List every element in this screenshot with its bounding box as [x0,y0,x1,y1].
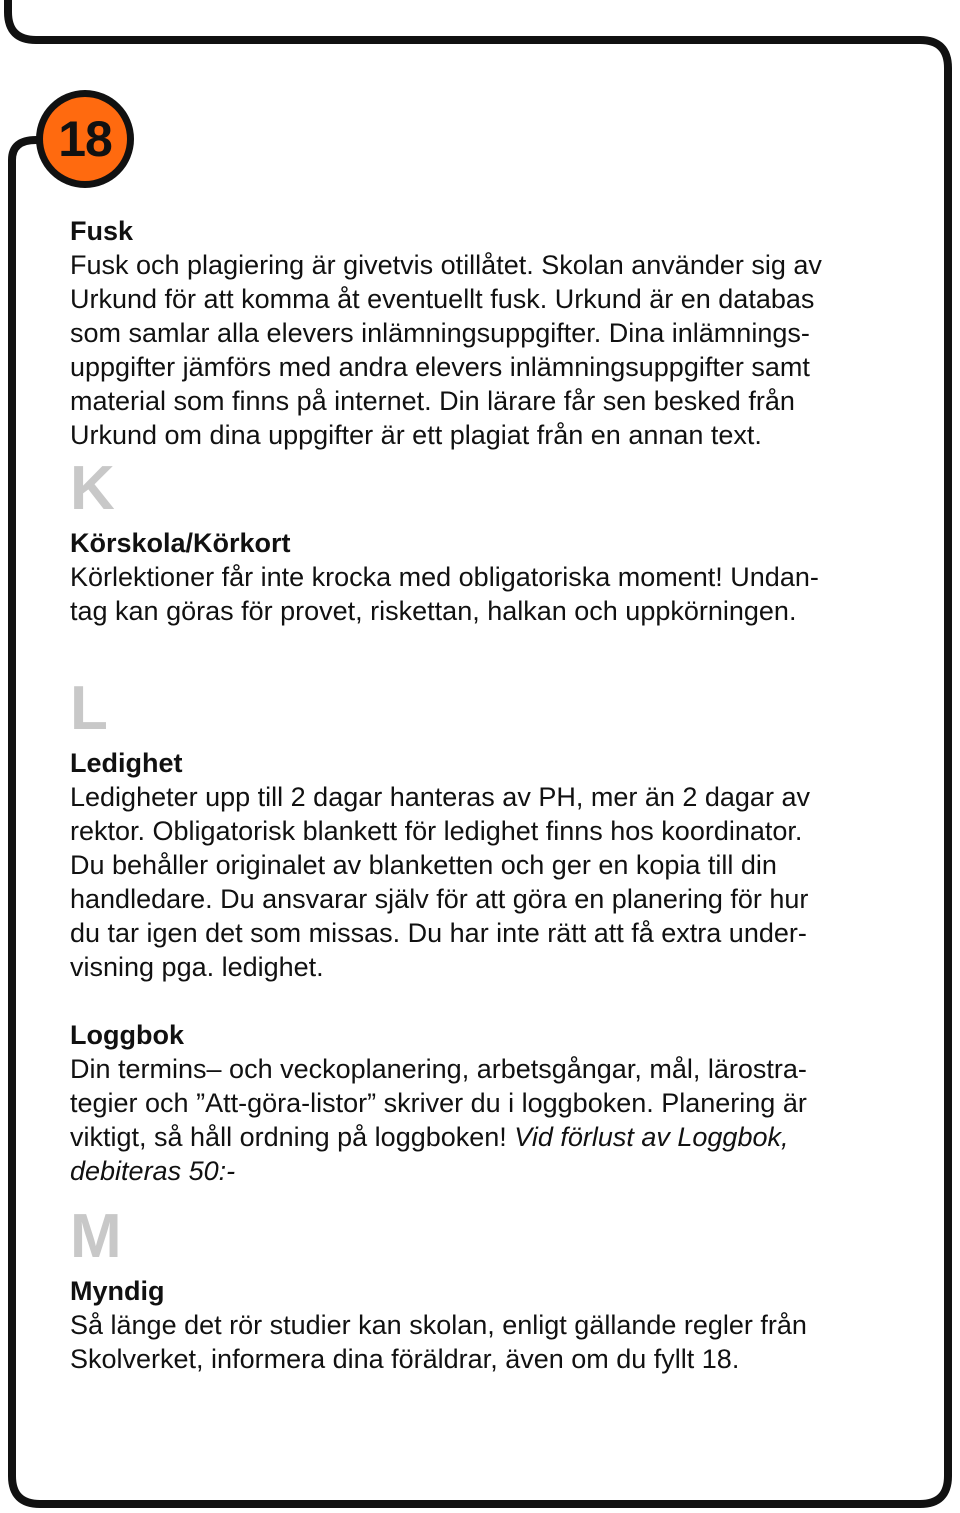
section-body [70,248,892,452]
body-line-italic: debiteras 50:- [70,1156,236,1186]
body-line: Skolverket, informera dina föräldrar, även om du fyllt 18. [70,1344,740,1374]
section-loggbok [70,1018,892,1188]
body-line: material som finns på internet. Din lärare får sen besked från [70,386,795,416]
alphabet-letter-m: M [70,1202,121,1271]
body-line: Du behåller originalet av blanketten och ger en kopia till din [70,850,777,880]
section-heading: Ledighet [70,748,183,778]
section-body [70,780,892,984]
body-line: Urkund för att komma åt eventuellt fusk. Urkund är en databas [70,284,815,314]
body-line: Så länge det rör studier kan skolan, enligt gällande regler från [70,1310,807,1340]
body-line: viktigt, så håll ordning på loggboken! [70,1122,515,1152]
section-korskola [70,526,892,628]
body-line: du tar igen det som missas. Du har inte rätt att få extra under- [70,918,807,948]
body-line: tegier och ”Att-göra-listor” skriver du i loggboken. Planering är [70,1088,807,1118]
body-line: Fusk och plagiering är givetvis otillåtet. Skolan använder sig av [70,250,822,280]
section-heading: Myndig [70,1276,165,1306]
section-body [70,1308,892,1376]
body-line: Din termins– och veckoplanering, arbetsgångar, mål, lärostra- [70,1054,807,1084]
page-number: 18 [43,97,127,181]
section-heading: Fusk [70,216,134,246]
body-line-italic: Vid förlust av Loggbok, [514,1122,789,1152]
body-line: Urkund om dina uppgifter är ett plagiat från en annan text. [70,420,762,450]
body-line: rektor. Obligatorisk blankett för ledighet finns hos koordinator. [70,816,803,846]
section-myndig [70,1274,892,1376]
page-number-badge [36,90,134,188]
alphabet-letter-k: K [70,454,114,523]
body-line: uppgifter jämförs med andra elevers inlämningsuppgifter samt [70,352,810,382]
body-line: som samlar alla elevers inlämningsuppgifter. Dina inlämnings- [70,318,810,348]
body-line: Ledigheter upp till 2 dagar hanteras av PH, mer än 2 dagar av [70,782,810,812]
section-heading: Loggbok [70,1020,184,1050]
body-line: tag kan göras för provet, riskettan, halkan och uppkörningen. [70,596,797,626]
body-line: visning pga. ledighet. [70,952,324,982]
body-line: Körlektioner får inte krocka med obligatoriska moment! Undan- [70,562,819,592]
section-ledighet [70,746,892,984]
body-line: handledare. Du ansvarar själv för att göra en planering för hur [70,884,809,914]
section-body [70,1052,892,1188]
alphabet-letter-l: L [70,674,107,743]
section-fusk [70,214,892,452]
page-content [70,214,892,1376]
section-heading: Körskola/Körkort [70,528,291,558]
section-body [70,560,892,628]
